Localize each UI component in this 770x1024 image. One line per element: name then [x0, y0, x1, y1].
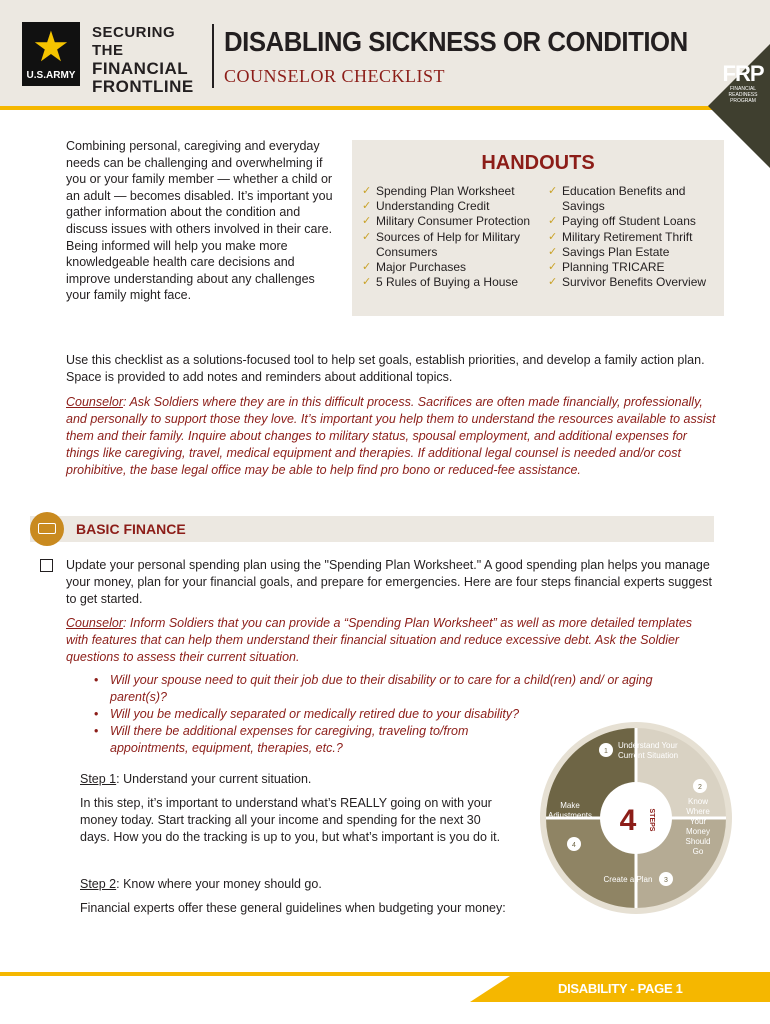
- step-2-heading: [80, 876, 510, 893]
- checklist-checkbox[interactable]: [40, 559, 53, 572]
- question-text: Will there be additional expenses for caregiving, traveling to/from appointments, equipment, therapies, etc.?: [110, 724, 469, 755]
- header-separator: [212, 24, 214, 88]
- handout-label: Planning TRICARE: [562, 260, 665, 275]
- handout-label: Survivor Benefits Overview: [562, 275, 707, 290]
- bullet-icon: •: [94, 724, 99, 738]
- handout-item: [362, 199, 548, 214]
- handout-label: Military Consumer Protection: [376, 214, 531, 229]
- counselor-text: : Inform Soldiers that you can provide a “Spending Plan Worksheet” as well as more detailed templates with features that can help them understand their financial situation and reduce excessive debt. Ask the Soldier questions to assess their current situation.: [66, 616, 693, 664]
- handout-label: Major Purchases: [376, 260, 467, 275]
- step-1-label-line1: Understand Your: [618, 741, 678, 750]
- question-text: Will your spouse need to quit their job due to their disability or to care for a child(ren) and/ or aging parent(s)?: [110, 673, 653, 704]
- step-3-number: 3: [664, 877, 668, 884]
- handout-label: Sources of Help for Military Consumers: [376, 229, 521, 259]
- handout-item: [362, 260, 548, 275]
- step-3-label: Create a Plan: [603, 875, 653, 884]
- us-army-logo: [22, 22, 80, 86]
- handout-label: Paying off Student Loans: [562, 214, 696, 229]
- checkmark-icon: ✓: [362, 185, 372, 197]
- checkmark-icon: ✓: [548, 215, 558, 228]
- page-title: DISABLING SICKNESS OR CONDITION: [224, 26, 688, 57]
- step-text: : Know where your money should go.: [116, 877, 322, 891]
- handouts-box: [352, 140, 724, 316]
- step-text: : Understand your current situation.: [116, 772, 312, 786]
- handout-item: [362, 230, 548, 260]
- handout-item: [548, 214, 720, 229]
- money-glyph: [38, 523, 56, 534]
- handout-label: 5 Rules of Buying a House: [376, 275, 519, 290]
- footer-divider: [0, 972, 770, 976]
- handout-item: [362, 275, 548, 290]
- step-2-body: Financial experts offer these general guidelines when budgeting your money:: [80, 901, 506, 915]
- intro-paragraph: Combining personal, caregiving and everyday needs can be challenging and overwhelming if you or your family member — whether a child or an adult — becomes disabled. It’s important you gather information about the condition and discuss issues with others involved in their care. Being informed will help you make more knowledgeable health care decisions and improve understanding about any challenges your family might face.: [66, 139, 333, 303]
- frp-logo-text: FRP: [722, 61, 764, 86]
- page-subtitle: COUNSELOR CHECKLIST: [224, 66, 446, 86]
- frp-logo-subtext: FINANCIAL READINESS PROGRAM: [728, 86, 758, 104]
- handouts-list-right: [548, 184, 720, 290]
- four-steps-cycle-diagram: [538, 720, 734, 916]
- handout-item: [548, 230, 720, 245]
- handout-label: Spending Plan Worksheet: [376, 184, 515, 198]
- cycle-center-word: STEPS: [648, 808, 655, 832]
- checkmark-icon: ✓: [362, 215, 372, 228]
- section-title: BASIC FINANCE: [76, 521, 186, 537]
- checklist-item-text: Update your personal spending plan using the "Spending Plan Worksheet." A good spending plan helps you manage your money, plan for your financial goals, and prepare for emergencies. Here are four steps financial experts suggest to get started.: [66, 558, 712, 606]
- step-1-label-line2: Current Situation: [618, 751, 679, 760]
- checkmark-icon: ✓: [548, 230, 558, 243]
- step-2-label-line: Should: [685, 837, 711, 846]
- counselor-note-item1: [66, 615, 716, 666]
- checkmark-icon: ✓: [548, 245, 558, 258]
- handout-label: Understanding Credit: [376, 199, 490, 214]
- handout-item: [548, 275, 720, 290]
- army-logo-text: U.S.ARMY: [26, 70, 76, 81]
- checkmark-icon: ✓: [362, 230, 372, 243]
- step-2-label-line: Know: [687, 797, 709, 806]
- step-2-label-line: Money: [685, 827, 711, 836]
- page-footer-label: DISABILITY - PAGE 1: [558, 981, 683, 996]
- brand-line-1: SECURING THE: [92, 24, 176, 59]
- bullet-icon: •: [94, 673, 99, 687]
- checkmark-icon: ✓: [362, 261, 372, 274]
- handout-item: [548, 184, 720, 214]
- counselor-label: Counselor: [66, 395, 123, 409]
- step-label: Step 1: [80, 772, 117, 786]
- frp-logo: [718, 62, 768, 104]
- checkmark-icon: ✓: [548, 261, 558, 274]
- question-item: [90, 723, 520, 757]
- step-2-number: 2: [698, 784, 702, 791]
- header-divider: [0, 106, 770, 110]
- handouts-title: HANDOUTS: [481, 152, 595, 174]
- brand-line-2: FINANCIAL: [92, 59, 189, 78]
- bullet-icon: •: [94, 707, 99, 721]
- checkmark-icon: ✓: [548, 276, 558, 289]
- counselor-label: Counselor: [66, 616, 123, 630]
- step-4-label-line1: Make: [560, 801, 580, 810]
- counselor-note-main: [66, 394, 716, 479]
- checklist-intro: Use this checklist as a solutions-focused tool to help set goals, establish priorities, and develop a family action plan. Space is provided to add notes and reminders about additional topics.: [66, 353, 705, 384]
- checkmark-icon: ✓: [362, 276, 372, 289]
- step-1-heading: [80, 771, 510, 788]
- step-1-body: In this step, it’s important to understand what’s REALLY going on with your money today. Start tracking all your income and spending for the next 30 days. How you do the tracking is up to you, but what’s important is you do it.: [80, 796, 501, 844]
- question-item: [90, 672, 670, 706]
- handout-item: [362, 184, 548, 199]
- star-icon: ★: [32, 23, 70, 70]
- step-4-number: 4: [572, 842, 576, 849]
- step-label: Step 2: [80, 877, 117, 891]
- program-brand: [92, 24, 204, 96]
- step-4-label-line2: Adjustments: [547, 811, 593, 820]
- handout-item: [548, 260, 720, 275]
- checkmark-icon: ✓: [362, 200, 372, 213]
- handout-label: Military Retirement Thrift: [562, 229, 693, 244]
- money-icon: [30, 512, 64, 546]
- checkmark-icon: ✓: [548, 185, 558, 197]
- cycle-center-number: 4: [619, 804, 637, 837]
- step-2-label-line: Go: [692, 847, 704, 856]
- brand-line-3: FRONTLINE: [92, 77, 194, 96]
- handouts-list-left: [362, 184, 548, 290]
- counselor-text: : Ask Soldiers where they are in this difficult process. Sacrifices are often made financially, professionally, and personally to support those they love. It’s important you help them to understand the resources available to assist them and their family. Inquire about changes to military status, spousal employment, and additional expenses for things like caregiving, travel, medical equipment and therapies. If additional legal counsel is needed and/or cost prohibitive, the base legal office may be able to help find pro bono or reduced-fee assistance.: [66, 395, 716, 477]
- handout-label: Education Benefits and Savings: [562, 184, 686, 214]
- step-1-number: 1: [604, 748, 608, 755]
- handout-item: [362, 214, 548, 229]
- step-2-label-line: Your: [689, 817, 707, 826]
- handout-item: [548, 245, 720, 260]
- handout-label: Savings Plan Estate: [562, 244, 670, 259]
- step-2-label-line: Where: [686, 807, 710, 816]
- question-text: Will you be medically separated or medically retired due to your disability?: [110, 707, 520, 721]
